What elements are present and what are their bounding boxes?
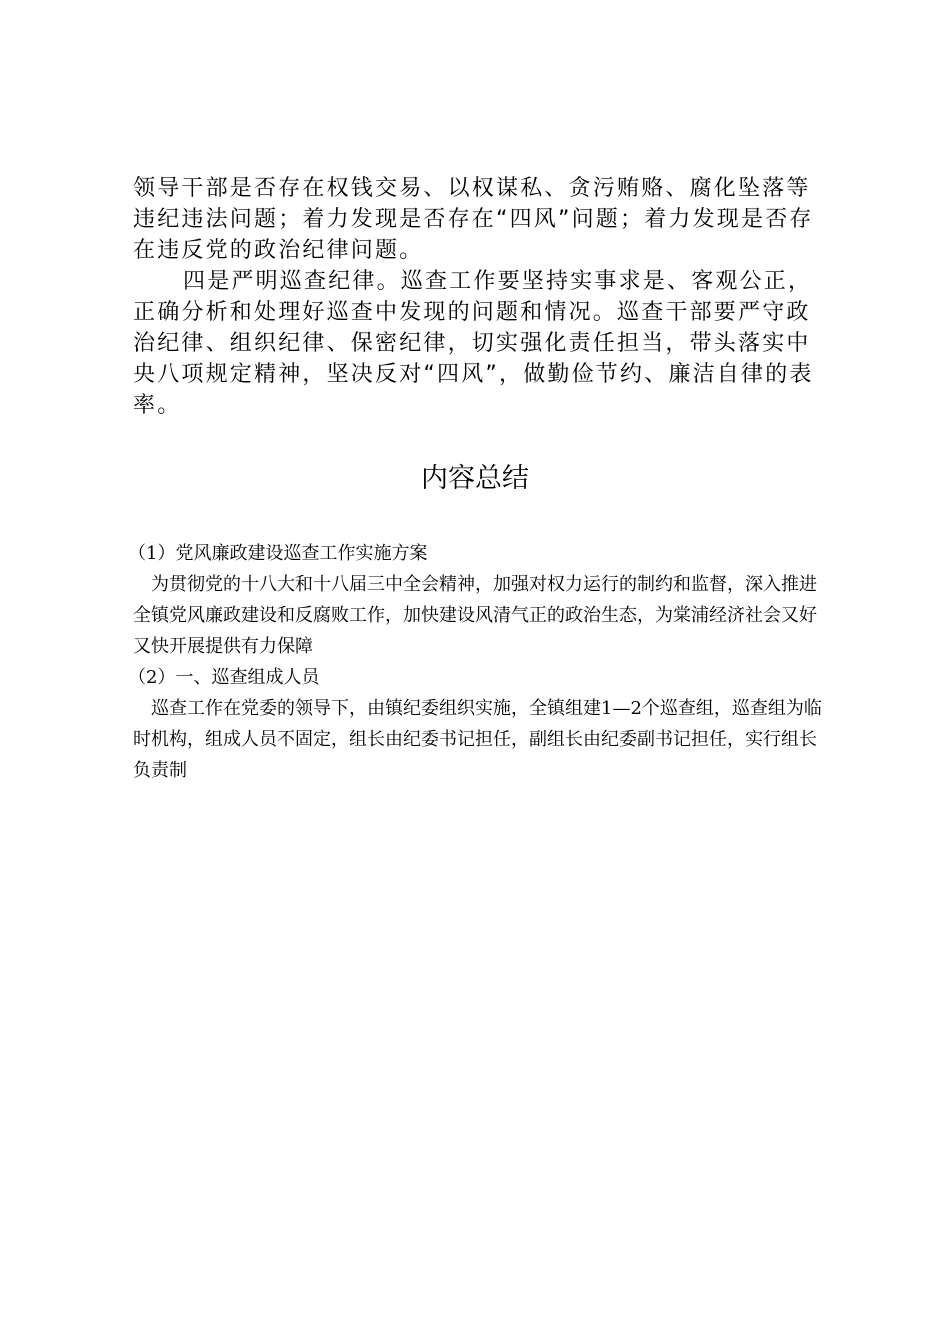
summary-item-body-1: 为贯彻党的十八大和十八届三中全会精神，加强对权力运行的制约和监督，深入推进全镇党风廉政建设和反腐败工作，加快建设风清气正的政治生态，为棠浦经济社会又好又快开展提供有力保障: [133, 574, 817, 657]
summary-title: 内容总结: [421, 463, 529, 494]
summary-item-heading-1: （1）党风廉政建设巡查工作实施方案: [128, 543, 428, 564]
summary-item-heading-2: （2）一、巡查组成人员: [128, 667, 320, 688]
continuation-text: [133, 173, 823, 421]
continuation-paragraph-1: 领导干部是否存在权钱交易、以权谋私、贪污贿赂、腐化坠落等违纪违法问题；着力发现是否存在“四风”问题；着力发现是否存在违反党的政治纪律问题。: [133, 176, 814, 263]
summary-section: [128, 538, 833, 786]
summary-item-body-2: 巡查工作在党委的领导下，由镇纪委组织实施，全镇组建1—2个巡查组，巡查组为临时机构，组成人员不固定，组长由纪委书记担任，副组长由纪委副书记担任，实行组长负责制: [133, 698, 822, 781]
continuation-paragraph-2: 四是严明巡查纪律。巡查工作要坚持实事求是、客观公正，正确分析和处理好巡查中发现的问题和情况。巡查干部要严守政治纪律、组织纪律、保密纪律，切实强化责任担当，带头落实中央八项规定精神，坚决反对“四风”，做勤俭节约、廉洁自律的表率。: [133, 269, 814, 418]
